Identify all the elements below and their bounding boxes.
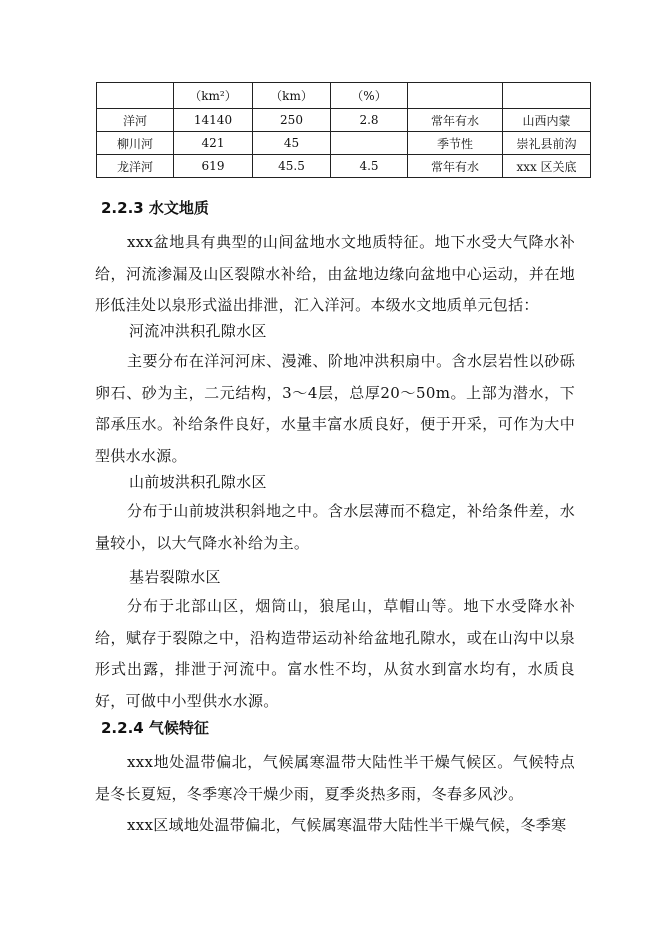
- table-cell: 常年有水: [408, 155, 503, 178]
- section-heading-climate: 2.2.4 气候特征: [101, 719, 209, 737]
- table-header-cell: （%）: [331, 83, 408, 109]
- subheading-bedrock-fissure-water: 基岩裂隙水区: [129, 568, 221, 586]
- table-cell: 柳川河: [97, 132, 174, 155]
- table-cell: 421: [174, 132, 253, 155]
- table-cell: 2.8: [331, 109, 408, 132]
- subheading-piedmont-pore-water: 山前坡洪积孔隙水区: [129, 473, 267, 491]
- table-cell: 14140: [174, 109, 253, 132]
- table-cell: 山西内蒙: [503, 109, 591, 132]
- table-cell: 4.5: [331, 155, 408, 178]
- table-header-cell: [503, 83, 591, 109]
- paragraph-piedmont-pore-water: 分布于山前坡洪积斜地之中。含水层薄而不稳定，补给条件差，水量较小，以大气降水补给为主。: [95, 502, 575, 552]
- table-cell: 45.5: [253, 155, 331, 178]
- paragraph-climate-1: xxx地处温带偏北，气候属寒温带大陆性半干燥气候区。气候特点是冬长夏短，冬季寒冷干燥少雨，夏季炎热多雨，冬春多风沙。: [95, 753, 575, 803]
- table-cell: 常年有水: [408, 109, 503, 132]
- table-cell: 619: [174, 155, 253, 178]
- table-header-row: [97, 83, 591, 109]
- table-cell: 季节性: [408, 132, 503, 155]
- table-header-cell: （km）: [253, 83, 331, 109]
- table-cell: [331, 132, 408, 155]
- table-cell: 龙洋河: [97, 155, 174, 178]
- table-row: [97, 132, 591, 155]
- table-cell: 洋河: [97, 109, 174, 132]
- table-header-cell: [408, 83, 503, 109]
- subheading-alluvial-pore-water: 河流冲洪积孔隙水区: [129, 322, 267, 340]
- paragraph-bedrock-fissure-water: 分布于北部山区，烟筒山，狼尾山，草帽山等。地下水受降水补给，赋存于裂隙之中，沿构造带运动补给盆地孔隙水，或在山沟中以泉形式出露，排泄于河流中。富水性不均，从贫水到富水均有，水质良好，可做中小型供水水源。: [95, 597, 575, 710]
- paragraph-climate-2: xxx区域地处温带偏北，气候属寒温带大陆性半干燥气候，冬季寒: [127, 816, 567, 834]
- paragraph-alluvial-pore-water: 主要分布在洋河河床、漫滩、阶地冲洪积扇中。含水层岩性以砂砾卵石、砂为主，二元结构，3～4层，总厚20～50m。上部为潜水，下部承压水。补给条件良好，水量丰富水质良好，便于开采，可作为大中型供水水源。: [95, 352, 575, 465]
- table-header-cell: （km²）: [174, 83, 253, 109]
- table-cell: xxx 区关底: [503, 155, 591, 178]
- section-heading-hydrogeology: 2.2.3 水文地质: [101, 199, 209, 217]
- table-header-cell: [97, 83, 174, 109]
- table-row: [97, 155, 591, 178]
- table-cell: 崇礼县前沟: [503, 132, 591, 155]
- table-cell: 45: [253, 132, 331, 155]
- river-table: [96, 82, 591, 178]
- table-cell: 250: [253, 109, 331, 132]
- paragraph-hydro-intro: xxx盆地具有典型的山间盆地水文地质特征。地下水受大气降水补给，河流渗漏及山区裂隙水补给，由盆地边缘向盆地中心运动，并在地形低洼处以泉形式溢出排泄，汇入洋河。本级水文地质单元包括：: [95, 233, 575, 314]
- table-row: [97, 109, 591, 132]
